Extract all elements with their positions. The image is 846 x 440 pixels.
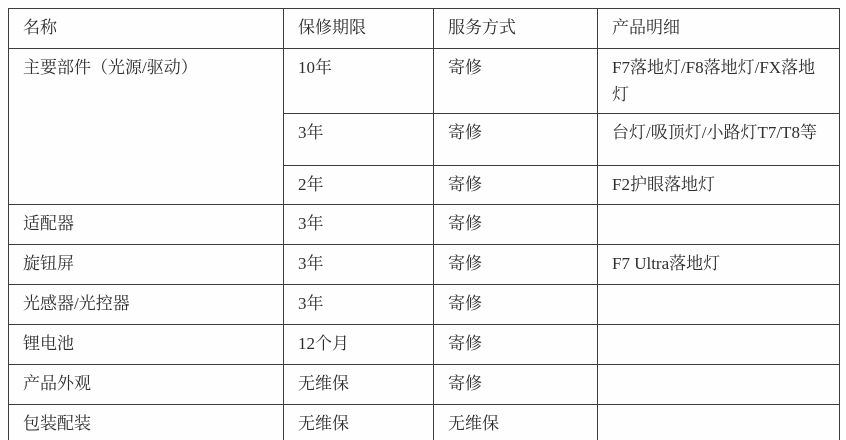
cell-name: 光感器/光控器 [9, 284, 284, 324]
cell-detail [598, 284, 840, 324]
cell-service: 寄修 [434, 204, 598, 244]
cell-period: 3年 [284, 114, 434, 166]
cell-detail: 台灯/吸顶灯/小路灯T7/T8等 [598, 114, 840, 166]
header-row [9, 9, 840, 49]
table-row-light-sensor [9, 284, 840, 324]
cell-name: 包装配装 [9, 404, 284, 440]
cell-service: 寄修 [434, 284, 598, 324]
cell-name: 旋钮屏 [9, 244, 284, 284]
cell-service: 寄修 [434, 244, 598, 284]
table-row-battery [9, 324, 840, 364]
cell-detail: F7 Ultra落地灯 [598, 244, 840, 284]
col-header-period: 保修期限 [284, 9, 434, 49]
cell-period: 3年 [284, 284, 434, 324]
table-row-adapter [9, 204, 840, 244]
cell-service: 寄修 [434, 324, 598, 364]
cell-name: 产品外观 [9, 364, 284, 404]
cell-service: 寄修 [434, 114, 598, 166]
cell-period: 3年 [284, 204, 434, 244]
cell-period: 12个月 [284, 324, 434, 364]
cell-period: 3年 [284, 244, 434, 284]
cell-period: 2年 [284, 166, 434, 204]
cell-name: 适配器 [9, 204, 284, 244]
col-header-detail: 产品明细 [598, 9, 840, 49]
warranty-table [8, 8, 840, 440]
col-header-service: 服务方式 [434, 9, 598, 49]
cell-service: 寄修 [434, 166, 598, 204]
cell-detail: F7落地灯/F8落地灯/FX落地灯 [598, 49, 840, 114]
table-row-packaging [9, 404, 840, 440]
cell-service: 寄修 [434, 49, 598, 114]
cell-detail [598, 364, 840, 404]
cell-service: 寄修 [434, 364, 598, 404]
cell-period: 10年 [284, 49, 434, 114]
col-header-name: 名称 [9, 9, 284, 49]
cell-detail [598, 204, 840, 244]
table-row-knob-screen [9, 244, 840, 284]
cell-detail: F2护眼落地灯 [598, 166, 840, 204]
table-row-appearance [9, 364, 840, 404]
cell-detail [598, 404, 840, 440]
cell-period: 无维保 [284, 364, 434, 404]
cell-service: 无维保 [434, 404, 598, 440]
cell-period: 无维保 [284, 404, 434, 440]
cell-group-name: 主要部件（光源/驱动） [9, 49, 284, 205]
cell-detail [598, 324, 840, 364]
cell-name: 锂电池 [9, 324, 284, 364]
table-row-main-parts-1 [9, 49, 840, 114]
